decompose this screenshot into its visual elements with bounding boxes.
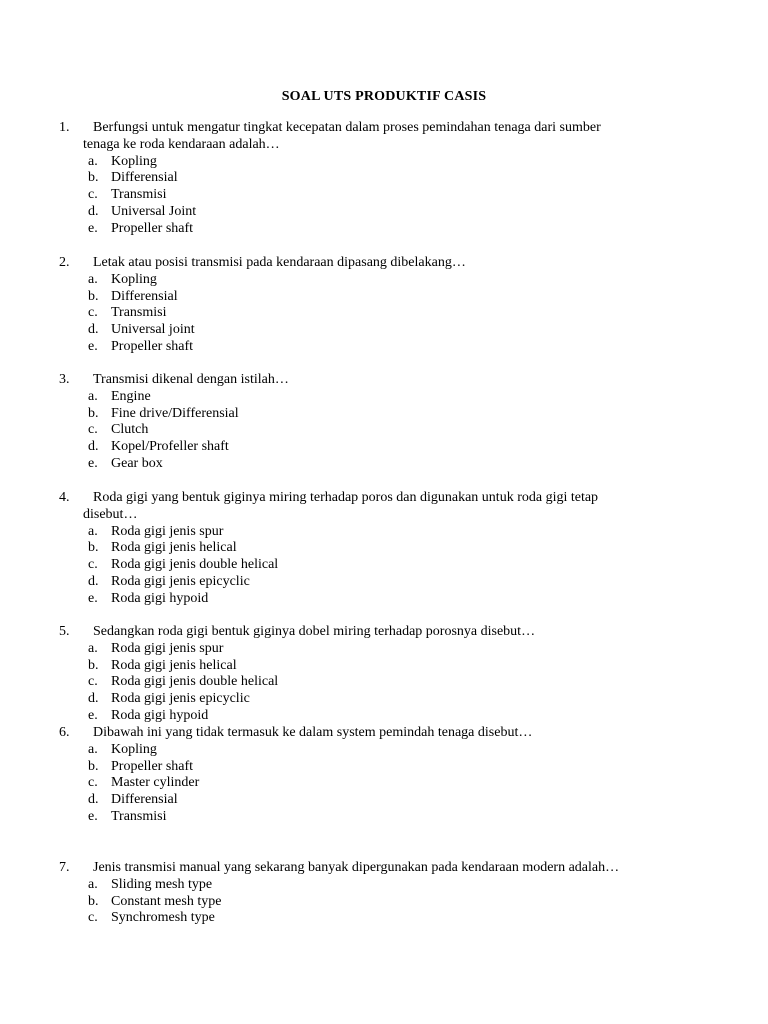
option-text: Kopling — [111, 153, 157, 169]
option-text: Engine — [111, 388, 151, 404]
question-text: Transmisi dikenal dengan istilah… — [93, 372, 289, 387]
option-letter: a. — [88, 523, 98, 539]
option-letter: e. — [88, 808, 98, 824]
option-letter: c. — [88, 775, 98, 791]
option-letter: c. — [88, 674, 98, 690]
option-text: Roda gigi jenis spur — [111, 523, 224, 539]
question-number: 5. — [59, 624, 70, 639]
option-b — [59, 894, 699, 911]
option-d — [59, 691, 699, 708]
question-text: Letak atau posisi transmisi pada kendaraan dipasang dibelakang… — [93, 255, 466, 270]
option-a — [59, 742, 699, 759]
option-text: Master cylinder — [111, 775, 200, 791]
question-number: 1. — [59, 120, 70, 135]
option-c — [59, 910, 699, 927]
option-letter: d. — [88, 573, 99, 589]
option-letter: b. — [88, 405, 99, 421]
option-d — [59, 792, 699, 809]
option-letter: d. — [88, 691, 99, 707]
option-letter: a. — [88, 271, 98, 287]
option-text: Universal Joint — [111, 203, 197, 219]
question-7 — [59, 860, 699, 927]
option-text: Roda gigi hypoid — [111, 590, 209, 606]
option-d — [59, 439, 699, 456]
option-text: Sliding mesh type — [111, 876, 213, 892]
option-d — [59, 574, 699, 591]
option-b — [59, 540, 699, 557]
question-3 — [59, 372, 699, 473]
option-letter: b. — [88, 758, 99, 774]
option-b — [59, 289, 699, 306]
option-text: Roda gigi jenis helical — [111, 657, 237, 673]
option-letter: b. — [88, 893, 99, 909]
option-e — [59, 339, 699, 356]
option-letter: c. — [88, 305, 98, 321]
option-list — [59, 742, 699, 826]
option-letter: a. — [88, 741, 98, 757]
option-letter: e. — [88, 455, 98, 471]
question-1 — [59, 120, 699, 238]
option-c — [59, 775, 699, 792]
option-d — [59, 322, 699, 339]
question-6 — [59, 725, 699, 826]
question-number: 2. — [59, 255, 70, 270]
option-text: Roda gigi hypoid — [111, 707, 209, 723]
option-letter: e. — [88, 590, 98, 606]
question-text-continued: disebut… — [83, 506, 138, 522]
option-a — [59, 154, 699, 171]
option-list — [59, 641, 699, 725]
option-letter: b. — [88, 540, 99, 556]
option-text: Transmisi — [111, 187, 167, 203]
option-text: Propeller shaft — [111, 758, 194, 774]
question-2 — [59, 255, 699, 356]
option-text: Propeller shaft — [111, 338, 194, 354]
option-text: Roda gigi jenis double helical — [111, 557, 279, 573]
option-list — [59, 389, 699, 473]
question-number: 4. — [59, 490, 70, 505]
option-letter: b. — [88, 288, 99, 304]
option-b — [59, 170, 699, 187]
option-text: Differensial — [111, 288, 178, 304]
question-text: Dibawah ini yang tidak termasuk ke dalam system pemindah tenaga disebut… — [93, 725, 533, 740]
option-list — [59, 272, 699, 356]
option-letter: a. — [88, 640, 98, 656]
question-number: 6. — [59, 725, 70, 740]
option-c — [59, 557, 699, 574]
option-b — [59, 759, 699, 776]
question-text: Roda gigi yang bentuk giginya miring terhadap poros dan digunakan untuk roda gigi tetap — [93, 490, 599, 505]
option-a — [59, 389, 699, 406]
option-letter: c. — [88, 557, 98, 573]
option-e — [59, 591, 699, 608]
option-letter: d. — [88, 322, 99, 338]
option-list — [59, 877, 699, 927]
document-title: SOAL UTS PRODUKTIF CASIS — [281, 89, 487, 104]
option-text: Fine drive/Differensial — [111, 405, 239, 421]
option-letter: d. — [88, 439, 99, 455]
option-text: Universal joint — [111, 322, 195, 338]
question-5 — [59, 624, 699, 725]
option-e — [59, 221, 699, 238]
option-c — [59, 674, 699, 691]
option-list — [59, 154, 699, 238]
option-e — [59, 708, 699, 725]
option-text: Propeller shaft — [111, 220, 194, 236]
option-text: Gear box — [111, 455, 163, 471]
option-text: Kopel/Profeller shaft — [111, 439, 229, 455]
option-c — [59, 422, 699, 439]
option-a — [59, 877, 699, 894]
option-letter: e. — [88, 707, 98, 723]
option-letter: a. — [88, 388, 98, 404]
option-text: Differensial — [111, 170, 178, 186]
option-list — [59, 524, 699, 608]
option-text: Roda gigi jenis double helical — [111, 674, 279, 690]
option-e — [59, 809, 699, 826]
question-text-continued: tenaga ke roda kendaraan adalah… — [83, 136, 280, 152]
option-letter: b. — [88, 170, 99, 186]
option-a — [59, 641, 699, 658]
option-a — [59, 524, 699, 541]
option-letter: a. — [88, 876, 98, 892]
option-b — [59, 658, 699, 675]
option-letter: c. — [88, 422, 98, 438]
option-letter: c. — [88, 910, 98, 926]
option-letter: d. — [88, 203, 99, 219]
option-text: Clutch — [111, 422, 149, 438]
option-letter: c. — [88, 187, 98, 203]
option-text: Roda gigi jenis epicyclic — [111, 691, 250, 707]
option-e — [59, 456, 699, 473]
option-letter: e. — [88, 338, 98, 354]
question-number: 3. — [59, 372, 70, 387]
option-text: Synchromesh type — [111, 910, 215, 926]
question-text: Sedangkan roda gigi bentuk giginya dobel miring terhadap porosnya disebut… — [93, 624, 536, 639]
option-text: Kopling — [111, 271, 157, 287]
option-c — [59, 305, 699, 322]
option-text: Transmisi — [111, 305, 167, 321]
question-number: 7. — [59, 860, 70, 875]
question-4 — [59, 490, 699, 608]
option-text: Roda gigi jenis epicyclic — [111, 573, 250, 589]
option-letter: e. — [88, 220, 98, 236]
option-text: Differensial — [111, 792, 178, 808]
option-c — [59, 187, 699, 204]
option-letter: a. — [88, 153, 98, 169]
option-letter: d. — [88, 792, 99, 808]
option-text: Constant mesh type — [111, 893, 222, 909]
option-text: Roda gigi jenis spur — [111, 640, 224, 656]
question-text: Jenis transmisi manual yang sekarang banyak dipergunakan pada kendaraan modern adalah… — [93, 860, 620, 875]
option-d — [59, 204, 699, 221]
option-b — [59, 406, 699, 423]
option-text: Roda gigi jenis helical — [111, 540, 237, 556]
question-text: Berfungsi untuk mengatur tingkat kecepatan dalam proses pemindahan tenaga dari sumber — [93, 120, 601, 135]
option-letter: b. — [88, 657, 99, 673]
option-a — [59, 272, 699, 289]
option-text: Transmisi — [111, 808, 167, 824]
option-text: Kopling — [111, 741, 157, 757]
